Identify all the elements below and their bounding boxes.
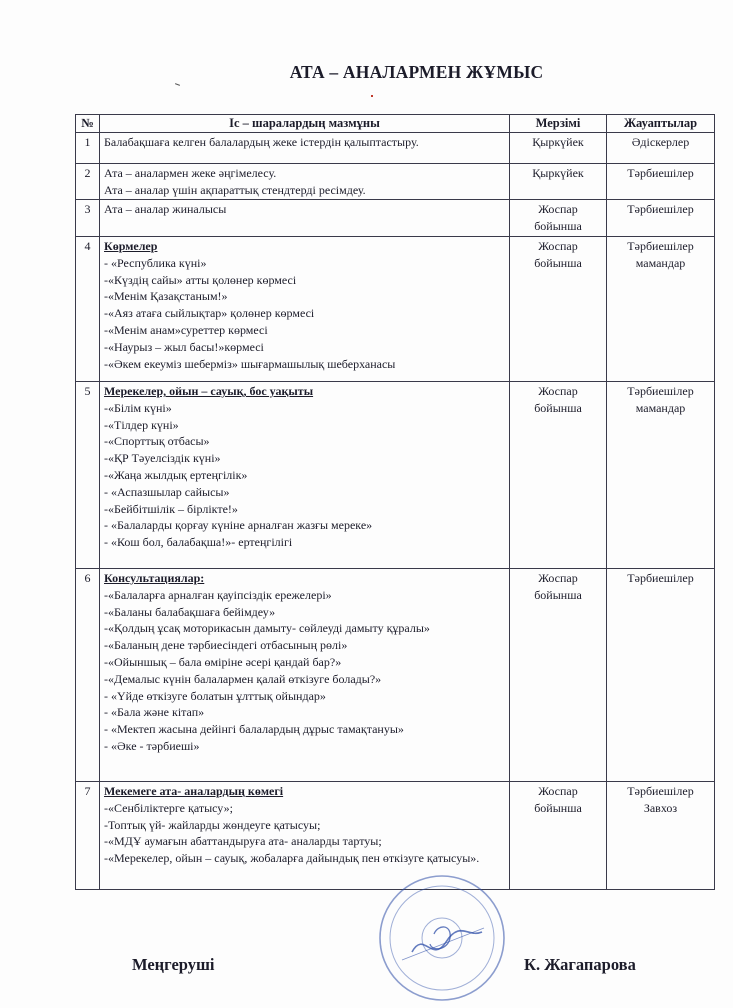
content-line: -«Жаңа жылдық ертеңгілік» [104, 467, 248, 482]
table-row [76, 236, 715, 381]
content-line: -«Балаларға арналған қауіпсіздік ережелері» [104, 587, 332, 602]
content-line: -«Баланы балабақшаға бейімдеу» [104, 604, 276, 619]
row-responsible: Тәрбиешілер Завхоз [607, 781, 715, 889]
content-line: -«Ойыншық – бала өміріне әсері қандай бар?» [104, 654, 342, 669]
section-heading: Мекемеге ата- аналардың көмегі [104, 783, 284, 798]
section-heading: Көрмелер [104, 238, 158, 253]
content-line: -«Сенбіліктерге қатысу»; [104, 800, 233, 815]
content-line: -Топтық үй- жайларды жөндеуге қатысуы; [104, 817, 321, 832]
table-row [76, 200, 715, 237]
section-heading: Консультациялар: [104, 570, 205, 585]
row-responsible: Әдіскерлер [607, 132, 715, 163]
content-line: - «Балаларды қорғау күніне арналған жазғы мереке» [104, 518, 373, 533]
table-row [76, 163, 715, 200]
header-responsible: Жауаптылар [607, 115, 715, 133]
content-line: - «Республика күні» [104, 255, 207, 270]
content-line: -«ҚР Тәуелсіздік күні» [104, 451, 221, 466]
row-responsible: Тәрбиешілер [607, 200, 715, 237]
content-line: - «Әке - тәрбиеші» [104, 738, 200, 753]
content-line: -«Менім Қазақстаным!» [104, 289, 228, 304]
content-line: - «Аспазшылар сайысы» [104, 484, 230, 499]
content-line: Ата – аналар жиналысы [104, 202, 227, 217]
row-content [100, 163, 510, 200]
row-responsible: Тәрбиешілер мамандар [607, 236, 715, 381]
row-term: Жоспар бойынша [510, 236, 607, 381]
content-line: -«Тілдер күні» [104, 417, 179, 432]
row-content [100, 200, 510, 237]
header-content: Іс – шаралардың мазмұны [100, 115, 510, 133]
content-line: -«Аяз атаға сыйлықтар» қолөнер көрмесі [104, 306, 315, 321]
row-term: Қыркүйек [510, 132, 607, 163]
row-content [100, 381, 510, 568]
row-term: Қыркүйек [510, 163, 607, 200]
content-line: -«МДҰ аумағын абаттандыруға ата- аналарды тартуы; [104, 834, 382, 849]
content-line: -«Бейбітшілік – бірлікте!» [104, 501, 238, 516]
row-responsible: Тәрбиешілер [607, 568, 715, 781]
content-line: - «Кош бол, балабақша!»- ертеңгілігі [104, 535, 293, 550]
row-number: 7 [76, 781, 100, 889]
activities-table [75, 114, 715, 890]
content-line: -«Менім анам»суреттер көрмесі [104, 322, 268, 337]
content-line: -«Қолдың ұсақ моторикасын дамыту- сөйлеуді дамыту құралы» [104, 621, 430, 636]
content-line: -«Күздің сайы» атты қолөнер көрмесі [104, 272, 297, 287]
row-number: 5 [76, 381, 100, 568]
official-stamp-seal [372, 868, 512, 1008]
row-number: 6 [76, 568, 100, 781]
red-dot-mark [371, 95, 373, 97]
content-line: -«Спорттық отбасы» [104, 434, 210, 449]
row-term: Жоспар бойынша [510, 568, 607, 781]
row-number: 1 [76, 132, 100, 163]
header-number: № [76, 115, 100, 133]
row-content [100, 568, 510, 781]
content-line: - «Үйде өткізуге болатын ұлттық ойындар» [104, 688, 326, 703]
content-line: -«Демалыс күнін балалармен қалай өткізуге болады?» [104, 671, 382, 686]
row-term: Жоспар бойынша [510, 200, 607, 237]
pen-mark [175, 83, 180, 86]
header-term: Мерзімі [510, 115, 607, 133]
signer-name: К. Жагапарова [524, 955, 636, 974]
row-term: Жоспар бойынша [510, 781, 607, 889]
content-line: Ата – аналармен жеке әңгімелесу. [104, 165, 277, 180]
content-line: -«Наурыз – жыл басы!»көрмесі [104, 339, 264, 354]
row-content [100, 236, 510, 381]
row-term: Жоспар бойынша [510, 381, 607, 568]
content-line: Ата – аналар үшін ақпараттық стендтерді ресімдеу. [104, 182, 366, 197]
row-responsible: Тәрбиешілер мамандар [607, 381, 715, 568]
row-number: 3 [76, 200, 100, 237]
content-line: -«Әкем екеуміз шеберміз» шығармашылық шеберханасы [104, 356, 396, 371]
content-line: -«Мерекелер, ойын – сауық, жобаларға дайындық пен өткізуге қатысуы». [104, 851, 480, 866]
row-responsible: Тәрбиешілер [607, 163, 715, 200]
row-number: 2 [76, 163, 100, 200]
signer-position: Меңгеруші [132, 955, 215, 974]
content-line: -«Білім күні» [104, 400, 172, 415]
table-row [76, 381, 715, 568]
page-title: АТА – АНАЛАРМЕН ЖҰМЫС [289, 62, 544, 82]
content-line: - «Мектеп жасына дейінгі балалардың дұрыс тамақтануы» [104, 722, 404, 737]
content-line: -«Баланың дене тәрбиесіндегі отбасының рөлі» [104, 638, 348, 653]
content-line: - «Бала және кітап» [104, 705, 205, 720]
content-line: Балабақшаға келген балалардың жеке істердін қалыптастыру. [104, 134, 419, 149]
table-row [76, 132, 715, 163]
row-number: 4 [76, 236, 100, 381]
section-heading: Мерекелер, ойын – сауық, бос уақыты [104, 383, 314, 398]
row-content [100, 132, 510, 163]
table-row [76, 568, 715, 781]
table-header-row [76, 115, 715, 133]
